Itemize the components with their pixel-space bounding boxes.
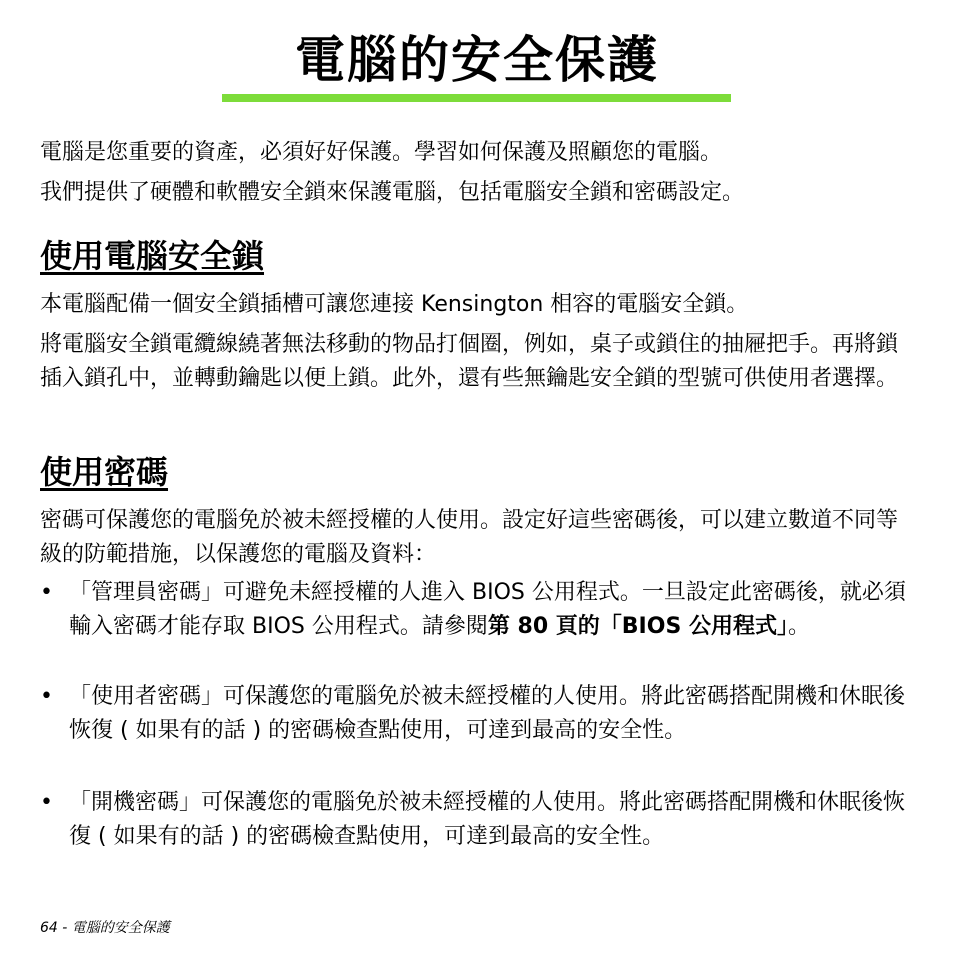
intro-paragraph-1: 電腦是您重要的資產，必須好好保護。學習如何保護及照顧您的電腦。 — [40, 140, 723, 165]
page-title: 電腦的安全保護 — [295, 31, 659, 89]
bios-reference-link[interactable]: 第 80 頁的「BIOS 公用程式」 — [487, 614, 788, 639]
list-item-text: 「開機密碼」可保護您的電腦免於被未經授權的人使用。將此密碼搭配開機和休眠後恢復 ( 如果有的話 ) 的密碼檢查點使用，可達到最高的安全性。 — [69, 790, 906, 849]
section-heading-lock: 使用電腦安全鎖 — [40, 237, 265, 275]
bullet-icon: • — [40, 684, 53, 709]
lock-paragraph-2: 將電腦安全鎖電纜線繞著無法移動的物品打個圈，例如，桌子或鎖住的抽屜把手。再將鎖插入鎖孔中，並轉動鑰匙以便上鎖。此外，還有些無鑰匙安全鎖的型號可供使用者選擇。 — [40, 332, 899, 391]
page-footer: 64 - 電腦的安全保護 — [40, 920, 170, 936]
section-heading-password: 使用密碼 — [40, 453, 169, 491]
bullet-icon: • — [40, 580, 53, 605]
lock-paragraph-1: 本電腦配備一個安全鎖插槽可讓您連接 Kensington 相容的電腦安全鎖。 — [40, 292, 749, 317]
title-underline-bar — [222, 94, 731, 102]
bullet-icon: • — [40, 790, 53, 815]
list-item-text: 「管理員密碼」可避免未經授權的人進入 BIOS 公用程式。一旦設定此密碼後，就必須輸入密碼才能存取 BIOS 公用程式。請參閱第 80 頁的「BIOS 公用程式」。 — [69, 580, 906, 639]
intro-paragraph-2: 我們提供了硬體和軟體安全鎖來保護電腦，包括電腦安全鎖和密碼設定。 — [40, 180, 745, 205]
password-paragraph-1: 密碼可保護您的電腦免於被未經授權的人使用。設定好這些密碼後，可以建立數道不同等級的防範措施，以保護您的電腦及資料： — [40, 508, 899, 567]
list-item-text: 「使用者密碼」可保護您的電腦免於被未經授權的人使用。將此密碼搭配開機和休眠後恢復 ( 如果有的話 ) 的密碼檢查點使用，可達到最高的安全性。 — [69, 684, 906, 743]
